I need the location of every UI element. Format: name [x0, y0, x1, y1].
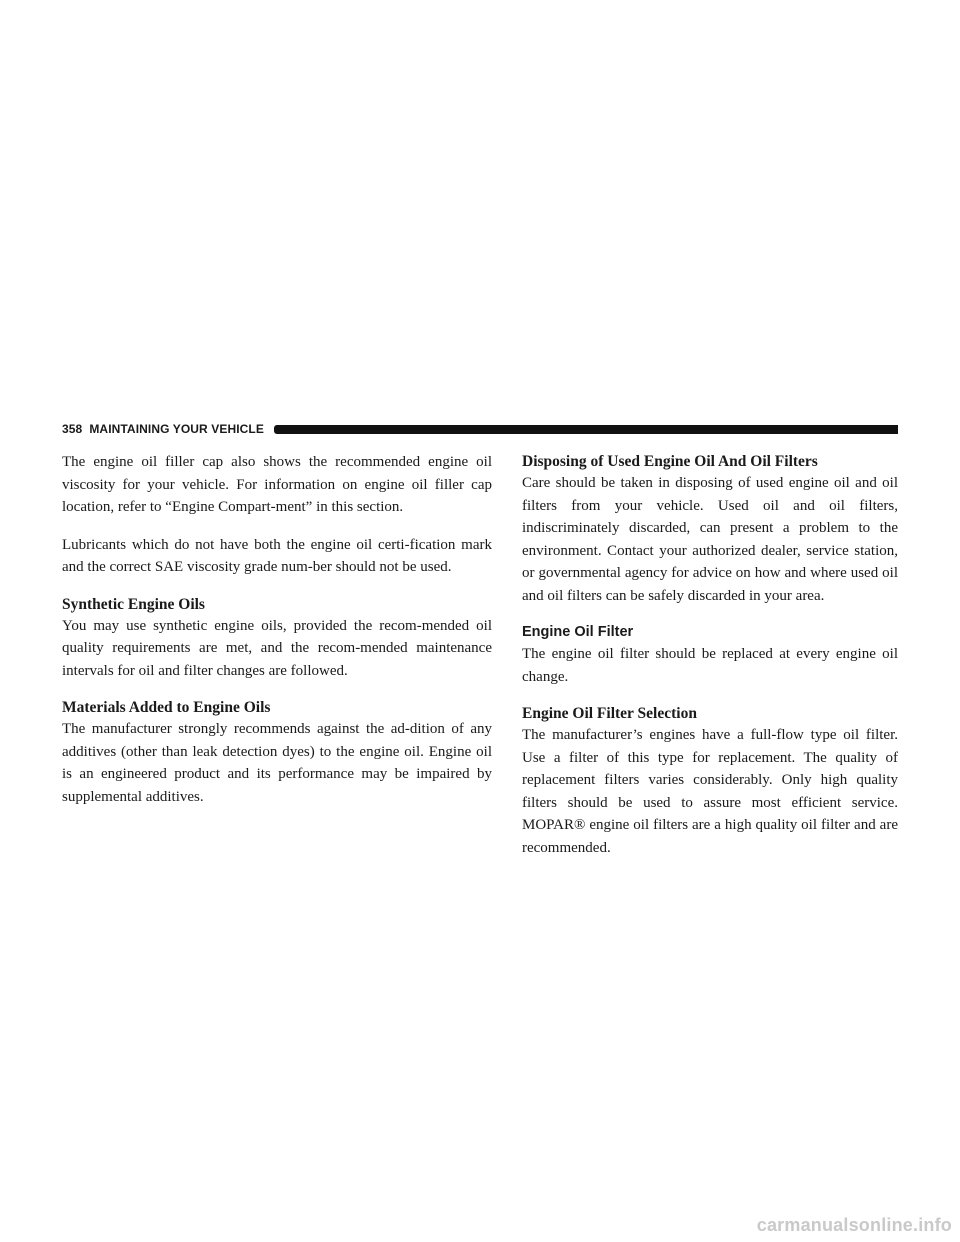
heading-disposing-used-oil: Disposing of Used Engine Oil And Oil Filters	[522, 453, 818, 470]
paragraph-materials-added: The manufacturer strongly recommends against the ad-dition of any additives (other than leak detection dyes) to the engine oil. Engine oil is an engineered product and its performance may be impaired by supplemental additives.	[62, 721, 492, 805]
running-header	[62, 421, 898, 437]
header-rule-bar	[274, 425, 898, 434]
paragraph-synthetic-engine-oils: You may use synthetic engine oils, provided the recom-mended oil quality requirements are met, and the recom-mended maintenance intervals for oil and filter changes are followed.	[62, 617, 492, 679]
right-column	[522, 451, 898, 874]
paragraph-filler-cap: The engine oil filler cap also shows the recommended engine oil viscosity for your vehicle. For information on engine oil filler cap location, refer to “Engine Compart-ment” in this section.	[62, 454, 492, 515]
heading-materials-added: Materials Added to Engine Oils	[62, 699, 271, 716]
paragraph-engine-oil-filter: The engine oil filter should be replaced at every engine oil change.	[522, 646, 898, 685]
paragraph-oil-filter-selection: The manufacturer’s engines have a full-flow type oil filter. Use a filter of this type for replacement. The quality of replacement filters varies considerably. Only high quality filters should be used to assure most efficient service. MOPAR® engine oil filters are a high quality oil filter and are recommended.	[522, 727, 898, 856]
section-title: MAINTAINING YOUR VEHICLE	[89, 422, 264, 436]
paragraph-disposing-used-oil: Care should be taken in disposing of used engine oil and oil filters from your vehicle. Used oil and oil filters, indiscriminately discarded, can present a problem to the environment. Contact your authorized dealer, service station, or governmental agency for advice on how and where used oil and oil filters can be safely discarded in your area.	[522, 475, 898, 604]
heading-oil-filter-selection: Engine Oil Filter Selection	[522, 705, 697, 722]
heading-engine-oil-filter: Engine Oil Filter	[522, 624, 634, 640]
paragraph-lubricants: Lubricants which do not have both the engine oil certi-fication mark and the correct SAE viscosity grade num-ber should not be used.	[62, 536, 492, 575]
watermark-text: carmanualsonline.info	[756, 1215, 952, 1235]
heading-synthetic-engine-oils: Synthetic Engine Oils	[62, 595, 205, 613]
left-column	[62, 451, 492, 823]
page-number: 358	[62, 422, 83, 436]
